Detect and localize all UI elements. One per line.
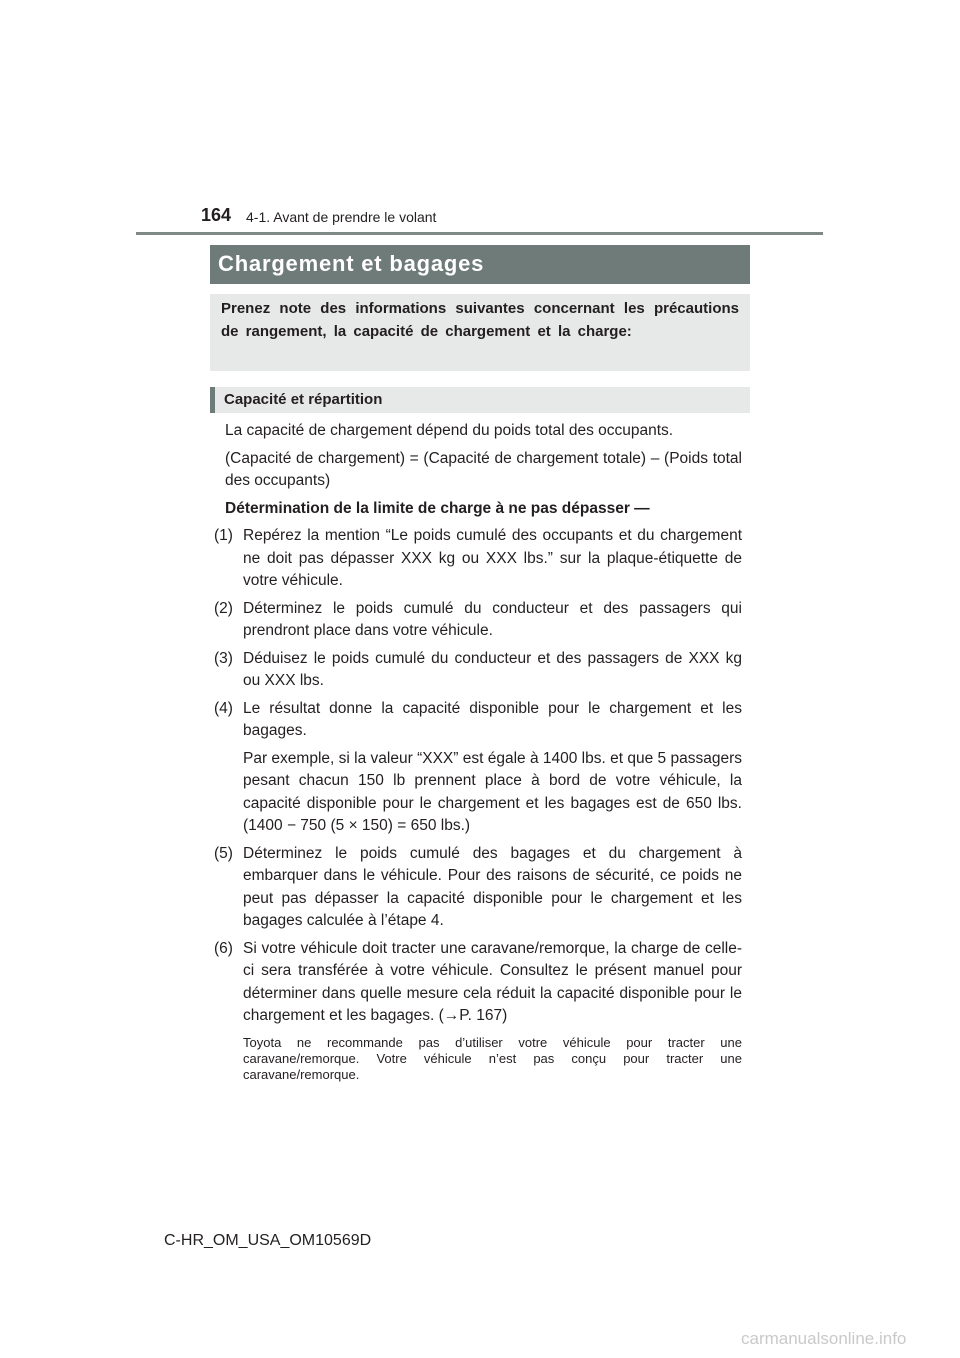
step-item: [214, 598, 742, 643]
subsection-title: Capacité et répartition: [224, 391, 383, 408]
step-number: (3): [214, 649, 233, 667]
step-text: Repérez la mention “Le poids cumulé des occupants et du chargement ne doit pas dépasser XXX kg ou XXX lbs.” sur la plaque-étiquette de votre véhicule.: [243, 527, 742, 589]
step-text: Le résultat donne la capacité disponible pour le chargement et les bagages.: [243, 699, 742, 739]
page-number: 164: [201, 205, 232, 225]
paragraph-formula: (Capacité de chargement) = (Capacité de chargement totale) – (Poids total des occupants): [225, 449, 742, 489]
step-number: (1): [214, 527, 233, 544]
watermark: carmanualsonline.info: [741, 1329, 907, 1348]
subsection-accent: [210, 387, 215, 413]
step-number: (5): [214, 844, 233, 862]
step-item: [214, 843, 742, 933]
section-label: 4-1. Avant de prendre le volant: [246, 209, 437, 225]
title-bar: [210, 245, 750, 284]
intro-text: Prenez note des informations suivantes concernant les précautions de rangement, la capacité de chargement et la charge:: [221, 300, 739, 340]
intro-box: [210, 294, 750, 371]
header-rule: [136, 232, 823, 235]
step-item: [214, 938, 742, 1028]
step-number: (4): [214, 699, 233, 717]
step-number: (6): [214, 939, 233, 957]
step-item: [214, 698, 742, 743]
example-paragraph: Par exemple, si la valeur “XXX” est égale à 1400 lbs. et que 5 passagers pesant chacun 150 lb prennent place à bord de votre véhicule, la capacité disponible pour le chargement et les bagages est de 650 lbs. (1400 − 750 (5 × 150) = 650 lbs.): [243, 749, 742, 834]
step-item: [214, 648, 742, 693]
subsection-bar: [210, 387, 750, 413]
step-text: Déduisez le poids cumulé du conducteur et des passagers de XXX kg ou XXX lbs.: [243, 649, 742, 689]
step-text: Si votre véhicule doit tracter une caravane/remorque, la charge de celle-ci sera transférée à votre véhicule. Consultez le présent manuel pour déterminer dans quelle mesure cela réduit la capacité disponible pour le chargement et les bagages. (→P. 167): [243, 939, 742, 1024]
step-text: Déterminez le poids cumulé du conducteur et des passagers qui prendront place dans votre véhicule.: [243, 599, 742, 639]
paragraph-capacity: La capacité de chargement dépend du poids total des occupants.: [225, 422, 674, 439]
body-content: [214, 420, 742, 1083]
document-code: C-HR_OM_USA_OM10569D: [164, 1232, 372, 1249]
step-text: Déterminez le poids cumulé des bagages et du chargement à embarquer dans le véhicule. Pour des raisons de sécurité, ce poids ne peut pas dépasser la capacité disponible pour le chargement et les bagages calculée à l’étape 4.: [243, 844, 742, 929]
step-number: (2): [214, 599, 233, 617]
paragraph-heading: Détermination de la limite de charge à ne pas dépasser —: [225, 499, 650, 517]
step-item: [214, 525, 742, 593]
page-title: Chargement et bagages: [218, 251, 485, 276]
towing-note: Toyota ne recommande pas d’utiliser votre véhicule pour tracter une caravane/remorque. Votre véhicule n’est pas conçu pour tracter une caravane/remorque.: [243, 1034, 742, 1082]
